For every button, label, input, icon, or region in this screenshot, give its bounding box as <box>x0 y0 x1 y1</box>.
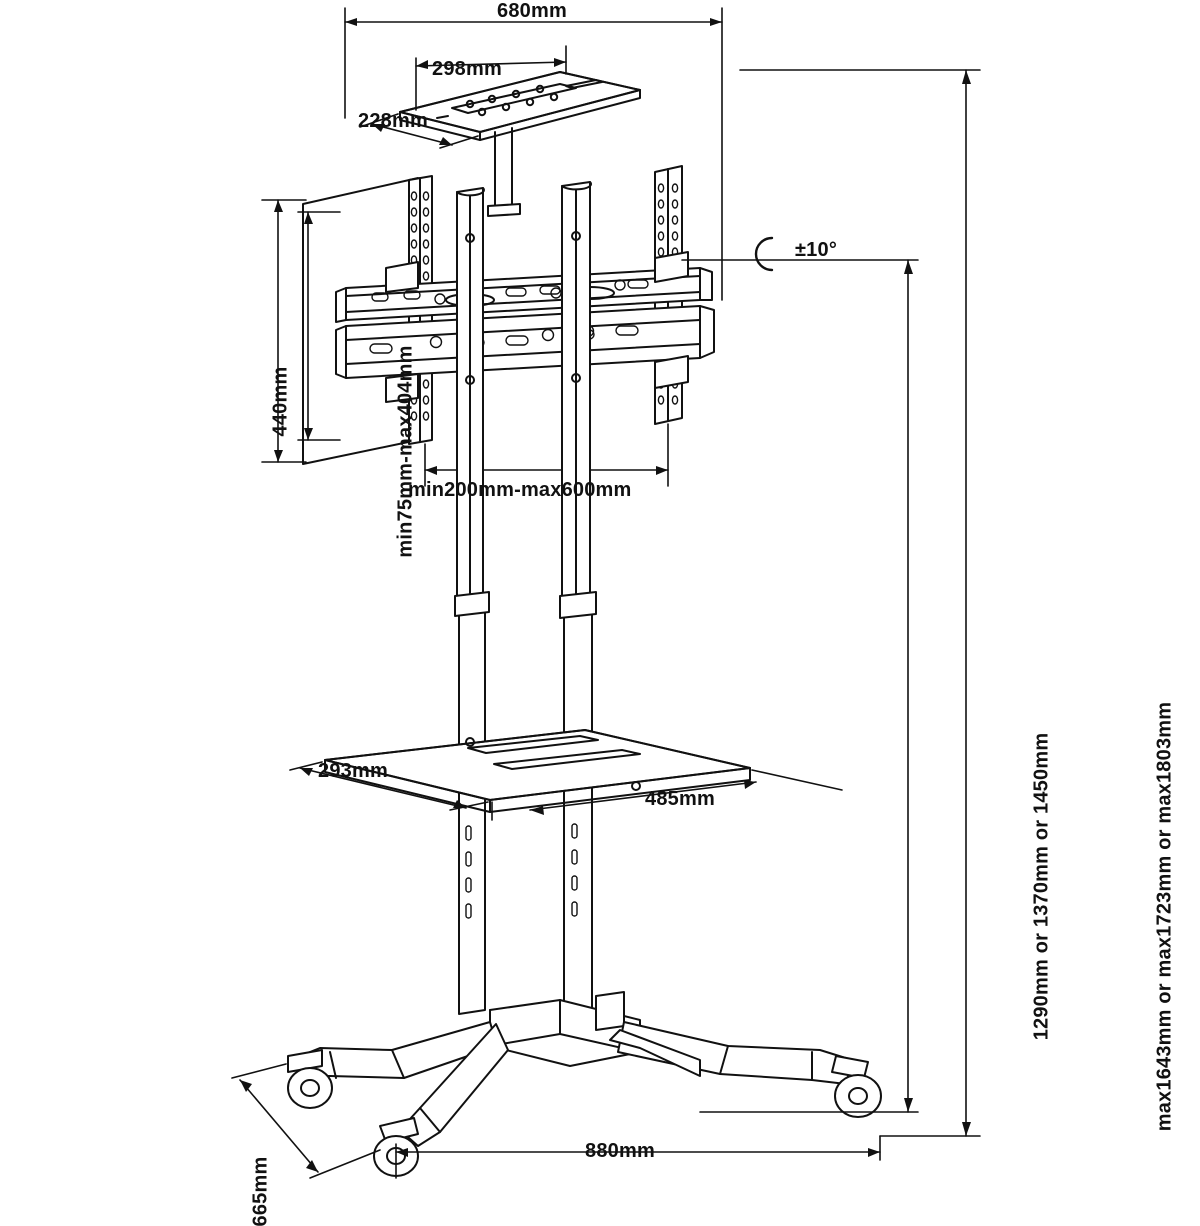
dim-height-range-1 <box>682 260 918 1112</box>
label-mid-shelf-depth: 293mm <box>318 760 388 782</box>
label-base-depth: 665mm <box>249 1156 272 1226</box>
tilt-angle-symbol <box>756 238 772 270</box>
label-mid-shelf-width: 485mm <box>645 788 715 810</box>
label-top-shelf-depth: 228mm <box>358 110 428 132</box>
label-height-range-1: 1290mm or 1370mm or 1450mm <box>1030 732 1053 1041</box>
label-top-width: 680mm <box>497 0 567 22</box>
label-vesa-vertical: min75mm-max404mm <box>394 345 417 558</box>
label-top-shelf-width: 298mm <box>432 58 502 80</box>
caster-right-back <box>832 1056 881 1117</box>
label-tilt-angle: ±10° <box>795 239 838 261</box>
label-vesa-horizontal: min200mm-max600mm <box>408 479 632 501</box>
label-height-range-2: max1643mm or max1723mm or max1803mm <box>1153 701 1176 1132</box>
top-shelf <box>400 72 640 140</box>
dim-height-range-2 <box>740 70 980 1136</box>
top-shelf-post <box>488 128 520 216</box>
label-bracket-height: 440mm <box>269 366 292 437</box>
label-base-width: 880mm <box>585 1140 655 1162</box>
